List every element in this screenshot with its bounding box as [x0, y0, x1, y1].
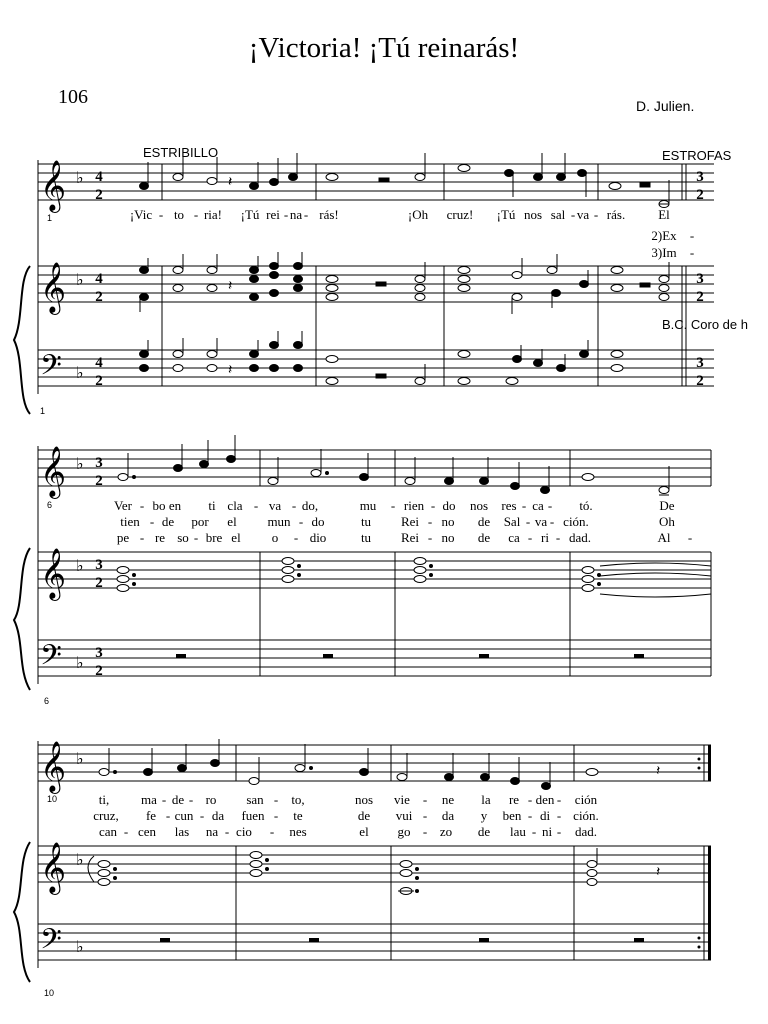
lyric-syllable: mun — [267, 514, 291, 529]
time-sig-bottom: 2 — [95, 575, 103, 591]
lyric-syllable: fuen — [241, 808, 265, 823]
lyric-syllable: va — [268, 498, 282, 513]
lyric-syllable: Al — [657, 530, 671, 545]
lyric-syllable: ti — [208, 498, 216, 513]
time-sig-bottom: 2 — [95, 289, 103, 305]
system-2 — [14, 435, 711, 706]
lyric-syllable: - — [303, 207, 309, 222]
lyric-syllable: - — [555, 530, 561, 545]
lyric-syllable: to — [173, 207, 185, 222]
lyric-syllable: no — [441, 514, 455, 529]
lyric-syllable: - — [165, 808, 171, 823]
bass-clef-icon: 𝄢 — [40, 639, 62, 679]
lyric-syllable: - — [521, 498, 527, 513]
svg-text:𝄽: 𝄽 — [228, 361, 233, 377]
lyric-syllable: ción — [574, 792, 598, 807]
lyric-syllable: Rei — [400, 530, 420, 545]
lyric-syllable: do — [442, 498, 456, 513]
lyric-syllable: re — [154, 530, 166, 545]
lyric-syllable: vie — [394, 792, 410, 807]
time-sig-bottom: 2 — [95, 473, 103, 489]
lyric-syllable: y — [480, 808, 488, 823]
section-label-estribillo: ESTRIBILLO — [143, 145, 219, 160]
time-sig-bottom: 2 — [95, 663, 103, 679]
piano-left-hand-rests — [160, 938, 644, 942]
system-3 — [14, 739, 711, 998]
lyric-syllable: - — [593, 207, 599, 222]
measure-number: 10 — [44, 988, 55, 998]
flat-icon: ♭ — [76, 749, 84, 768]
lyric-syllable: - — [139, 530, 145, 545]
time-sig-top: 4 — [95, 271, 103, 287]
time-sig-top: 4 — [95, 355, 103, 371]
time-sig-bottom: 2 — [696, 289, 704, 305]
time-sig-top: 3 — [95, 455, 103, 471]
lyric-syllable: - — [527, 808, 533, 823]
lyric-syllable: no — [441, 530, 455, 545]
lyric-syllable: De — [659, 498, 675, 513]
lyric-syllable: ¡Oh — [407, 207, 429, 222]
lyric-syllable: - — [556, 824, 562, 839]
lyric-syllable: ti, — [98, 792, 110, 807]
lyric-syllable: ción. — [573, 808, 599, 823]
time-sig-bottom: 2 — [696, 187, 704, 203]
lyric-syllable: res — [501, 498, 517, 513]
lyric-syllable: di — [539, 808, 551, 823]
melody-notes — [140, 153, 670, 208]
lyric-syllable: - — [158, 207, 164, 222]
lyric-syllable: ca — [532, 498, 544, 513]
lyric-syllable: ne — [441, 792, 455, 807]
lyric-syllable: nos — [523, 207, 543, 222]
credit-label: B.C. Coro de h — [662, 317, 748, 332]
lyric-syllable: ri — [541, 530, 549, 545]
measure-number: 10 — [47, 794, 58, 804]
lyric-syllable: ni — [541, 824, 553, 839]
lyric-syllable: - — [525, 514, 531, 529]
lyric-syllable: o — [271, 530, 279, 545]
flat-icon: ♭ — [76, 168, 84, 187]
flat-icon: ♭ — [76, 937, 84, 956]
lyric-syllable: cruz! — [446, 207, 474, 222]
system-1 — [14, 153, 714, 416]
lyric-syllable: 3)Im — [651, 245, 677, 260]
bass-clef-icon: 𝄢 — [40, 349, 62, 389]
lyric-syllable: Rei — [400, 514, 420, 529]
lyric-syllable: dad. — [574, 824, 598, 839]
lyric-syllable: - — [283, 207, 289, 222]
svg-text:𝄽: 𝄽 — [228, 277, 233, 293]
piano-right-hand — [117, 558, 711, 598]
lyric-syllable: do, — [301, 498, 319, 513]
bass-clef-icon: 𝄢 — [40, 923, 62, 963]
lyric-syllable: - — [193, 530, 199, 545]
treble-clef-icon: 𝄞 — [40, 741, 67, 792]
lyric-syllable: na — [289, 207, 303, 222]
lyric-syllable: las — [174, 824, 190, 839]
lyric-syllable: - — [549, 514, 555, 529]
lyric-syllable: cruz, — [93, 808, 119, 823]
flat-icon: ♭ — [76, 363, 84, 382]
lyric-syllable: ción. — [563, 514, 589, 529]
lyric-syllable: rei — [266, 207, 280, 222]
lyric-syllable: lau — [510, 824, 526, 839]
section-label-estrofas: ESTROFAS — [662, 148, 732, 163]
lyric-syllable: bo — [152, 498, 166, 513]
lyrics-system-2 — [114, 498, 692, 545]
lyric-syllable: - — [531, 824, 537, 839]
lyric-syllable: - — [293, 530, 299, 545]
lyric-syllable: sal — [550, 207, 566, 222]
lyric-syllable: - — [161, 792, 167, 807]
lyric-syllable: re — [508, 792, 520, 807]
lyric-syllable: vui — [395, 808, 413, 823]
time-sig-bottom: 2 — [95, 187, 103, 203]
flat-icon: ♭ — [76, 653, 84, 672]
lyric-syllable: bre — [205, 530, 223, 545]
lyric-syllable: - — [422, 824, 428, 839]
time-sig-top: 3 — [95, 557, 103, 573]
lyric-syllable: pe — [116, 530, 130, 545]
lyric-syllable: nos — [354, 792, 374, 807]
lyric-syllable: - — [547, 498, 553, 513]
lyric-syllable: to, — [291, 792, 305, 807]
lyric-syllable: - — [123, 824, 129, 839]
lyric-syllable: ¡Tú — [496, 207, 516, 222]
lyric-syllable: va — [534, 514, 548, 529]
piano-left-hand — [140, 331, 624, 385]
measure-number: 1 — [40, 406, 46, 416]
lyric-syllable: - — [273, 792, 279, 807]
lyric-syllable: - — [427, 530, 433, 545]
lyric-syllable: - — [422, 792, 428, 807]
lyric-syllable: do — [311, 514, 325, 529]
lyric-syllable: va — [576, 207, 590, 222]
lyric-syllable: ¡Tú — [240, 207, 260, 222]
lyric-syllable: - — [224, 824, 230, 839]
measure-number: 6 — [47, 500, 53, 510]
lyric-syllable: de — [171, 792, 185, 807]
lyric-syllable: El — [658, 207, 670, 222]
lyric-syllable: de — [477, 514, 491, 529]
lyric-syllable: so — [177, 530, 189, 545]
lyric-syllable: por — [191, 514, 209, 529]
lyric-syllable: tien — [120, 514, 140, 529]
flat-icon: ♭ — [76, 850, 84, 869]
lyric-syllable: - — [199, 808, 205, 823]
lyric-syllable: - — [570, 207, 576, 222]
lyric-syllable: dio — [309, 530, 327, 545]
lyric-syllable: mu — [359, 498, 377, 513]
lyric-syllable: la — [481, 792, 491, 807]
lyric-syllable: tu — [360, 514, 372, 529]
lyric-syllable: - — [427, 514, 433, 529]
lyric-syllable: - — [390, 498, 396, 513]
lyric-syllable: - — [430, 498, 436, 513]
treble-clef-icon: 𝄞 — [40, 842, 67, 893]
lyric-syllable: ma — [141, 792, 157, 807]
lyric-syllable: te — [293, 808, 303, 823]
time-sig-bottom: 2 — [95, 373, 103, 389]
lyric-syllable: - — [687, 530, 693, 545]
lyric-syllable: - — [527, 530, 533, 545]
lyric-syllable: 2)Ex — [651, 228, 677, 243]
lyric-syllable: de — [357, 808, 371, 823]
lyric-syllable: zo — [439, 824, 453, 839]
lyric-syllable: de — [161, 514, 175, 529]
lyric-syllable: fe — [145, 808, 157, 823]
lyric-syllable: cen — [137, 824, 157, 839]
lyric-syllable: can — [98, 824, 118, 839]
flat-icon: ♭ — [76, 454, 84, 473]
lyric-syllable: ben — [502, 808, 522, 823]
lyric-syllable: - — [556, 792, 562, 807]
lyric-syllable: da — [441, 808, 455, 823]
melody-notes — [99, 739, 660, 790]
lyric-syllable: cio — [236, 824, 252, 839]
lyric-syllable: - — [556, 808, 562, 823]
measure-number: 6 — [44, 696, 50, 706]
lyric-syllable: - — [188, 792, 194, 807]
lyric-syllable: de — [477, 824, 491, 839]
lyric-syllable: Sal — [503, 514, 521, 529]
hymn-number: 106 — [58, 86, 88, 108]
lyric-syllable: - — [139, 498, 145, 513]
lyric-syllable: - — [253, 498, 259, 513]
lyric-syllable: cun — [174, 808, 194, 823]
piano-left-hand-rests — [176, 654, 644, 658]
lyric-syllable: - — [689, 245, 695, 260]
lyric-syllable: san — [246, 792, 264, 807]
treble-clef-icon: 𝄞 — [40, 548, 67, 599]
time-sig-top: 3 — [696, 355, 704, 371]
lyric-syllable: - — [527, 792, 533, 807]
lyric-syllable: - — [291, 498, 297, 513]
lyric-syllable: Oh — [659, 514, 675, 529]
lyric-syllable: el — [227, 514, 237, 529]
lyric-syllable: ria! — [203, 207, 223, 222]
svg-text:𝄽: 𝄽 — [656, 863, 661, 879]
lyric-syllable: Ver — [113, 498, 133, 513]
lyric-syllable: nos — [469, 498, 489, 513]
lyric-syllable: el — [231, 530, 241, 545]
time-sig-top: 3 — [696, 271, 704, 287]
lyric-syllable: nes — [289, 824, 307, 839]
time-sig-top: 3 — [95, 645, 103, 661]
lyric-syllable: dad. — [568, 530, 592, 545]
time-sig-top: 3 — [696, 169, 704, 185]
lyric-syllable: rás! — [319, 207, 339, 222]
lyric-syllable: rien — [403, 498, 425, 513]
lyric-syllable: - — [298, 514, 304, 529]
lyric-syllable: na — [205, 824, 219, 839]
lyric-syllable: - — [273, 808, 279, 823]
lyric-syllable: ro — [205, 792, 217, 807]
treble-clef-icon: 𝄞 — [40, 262, 67, 313]
lyric-syllable: den — [535, 792, 555, 807]
lyric-syllable: - — [689, 228, 695, 243]
lyrics-system-3 — [93, 792, 599, 839]
lyrics-system-1 — [130, 207, 694, 260]
svg-text:𝄽: 𝄽 — [228, 173, 233, 189]
lyric-syllable: tó. — [579, 498, 593, 513]
lyric-syllable: go — [397, 824, 411, 839]
svg-text:𝄽: 𝄽 — [656, 762, 661, 778]
composer: D. Julien. — [636, 98, 695, 114]
time-sig-top: 4 — [95, 169, 103, 185]
lyric-syllable: ¡Vic — [129, 207, 153, 222]
flat-icon: ♭ — [76, 556, 84, 575]
measure-number: 1 — [47, 213, 53, 223]
lyric-syllable: - — [422, 808, 428, 823]
lyric-syllable: tu — [360, 530, 372, 545]
song-title: ¡Victoria! ¡Tú reinarás! — [248, 32, 520, 64]
lyric-syllable: rás. — [606, 207, 626, 222]
flat-icon: ♭ — [76, 270, 84, 289]
lyric-syllable: de — [477, 530, 491, 545]
lyric-syllable: el — [359, 824, 369, 839]
lyric-syllable: en — [168, 498, 182, 513]
treble-clef-icon: 𝄞 — [40, 160, 67, 211]
treble-clef-icon: 𝄞 — [40, 446, 67, 497]
time-sig-bottom: 2 — [696, 373, 704, 389]
lyric-syllable: cla — [227, 498, 243, 513]
lyric-syllable: - — [149, 514, 155, 529]
lyric-syllable: ca — [508, 530, 520, 545]
piano-right-hand — [140, 252, 670, 314]
lyric-syllable: da — [211, 808, 225, 823]
lyric-syllable: - — [193, 207, 199, 222]
lyric-syllable: - — [269, 824, 275, 839]
